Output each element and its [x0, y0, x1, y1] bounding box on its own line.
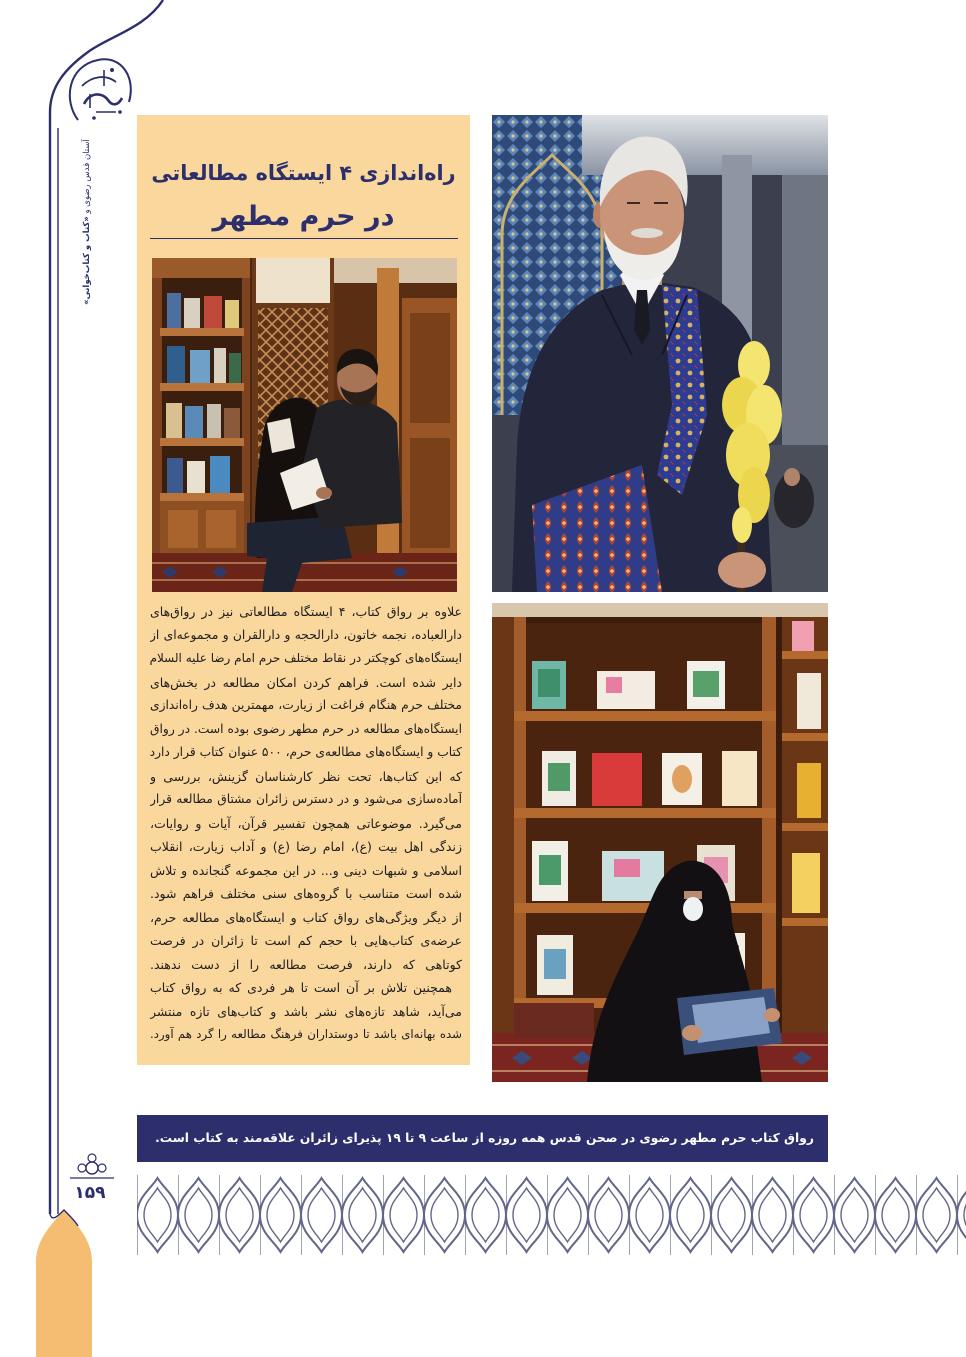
article-body [150, 600, 462, 1047]
body-line: اسلامی و شبهات دینی و... در این مجموعه گنجانده و تلاش [150, 862, 462, 878]
page-number: ۱۵۹ [74, 1183, 106, 1203]
body-line: می‌گیرد. موضوعاتی همچون تفسیر قرآن، آیات و روایات، [150, 815, 462, 831]
body-line: از دیگر ویژگی‌های رواق کتاب و ایستگاه‌های مطالعه حرم، [150, 909, 462, 925]
photo-shrine-attendant [492, 115, 828, 592]
body-line: کتاب و ایستگاه‌های مطالعه‌ی حرم، ۵۰۰ عنوان کتاب قرار دارد [150, 745, 462, 759]
body-line: دارالعباده، نجمه خاتون، دارالحجه و دارالقران و مجموعه‌ای از [150, 627, 462, 642]
running-title-bold: «کتاب و کتاب‌خوانی» [82, 216, 92, 305]
body-line: مختلف حرم هنگام فراغت از زیارت، مهمترین هدف راه‌اندازی [150, 698, 462, 712]
body-line: دایر شده است. فراهم کردن امکان مطالعه در بخش‌های [150, 674, 462, 690]
body-line: علاوه بر رواق کتاب، ۴ ایستگاه مطالعاتی نیز در رواق‌های [150, 604, 462, 619]
running-title-regular: آستان قدس رضوی و [82, 139, 92, 214]
article-title-line-2: در حرم مطهر [212, 201, 395, 232]
arabesque-border [137, 1175, 966, 1255]
side-bookshelf [782, 617, 828, 1082]
running-title [80, 137, 94, 307]
body-line: شده است متناسب با گروه‌های سنی مختلف فراهم شود. [150, 886, 462, 901]
body-line: همچنین تلاش بر آن است تا هر فردی که به رواق کتاب [150, 980, 452, 995]
title-divider [150, 238, 458, 239]
body-line: شده بهانه‌ای باشد تا دوستداران فرهنگ مطالعه را گرد هم آورد. [150, 1027, 462, 1041]
margin-tab [36, 1210, 92, 1357]
body-line: ایستگاه‌های مطالعه در حرم مطهر رضوی بوده است. در رواق [150, 721, 462, 736]
article-box [137, 115, 470, 1065]
body-line: عرضه‌ی کتاب‌هایی با حجم کم است تا زائران در فرصت [150, 933, 462, 948]
body-line: ایستگاه‌های کوچکتر در نقاط مختلف حرم امام رضا علیه السلام [150, 651, 462, 665]
body-line: که این کتاب‌ها، تحت نظر کارشناسان گزینش، بررسی و [150, 768, 462, 784]
photo-book-display [492, 603, 828, 1082]
body-line: می‌آید، شاهد تازه‌های نشر باشد و کتاب‌های تازه منتشر [150, 1003, 462, 1019]
body-line: آماده‌سازی می‌شود و در دسترس زائران مشتاق مطالعه قرار [150, 792, 462, 806]
photo-caption-bar [137, 1115, 828, 1162]
body-line: زندگی اهل بیت (ع)، امام رضا (ع) و آداب زیارت، انقلاب [150, 839, 462, 854]
body-line: کوتاهی که دارند، فرصت مطالعه را از دست ندهند. [150, 956, 462, 972]
bookshelf [152, 258, 250, 558]
photo-caption: رواق کتاب حرم مطهر رضوی در صحن قدس همه روزه از ساعت ۹ تا ۱۹ پذیرای زائران علاقه‌مند به کتاب است. [155, 1131, 814, 1145]
logo [70, 59, 131, 120]
photo-reading-station [152, 258, 457, 592]
article-title-line-1: راه‌اندازی ۴ ایستگاه مطالعاتی [151, 161, 456, 185]
flower-ornament-icon [70, 1154, 114, 1178]
